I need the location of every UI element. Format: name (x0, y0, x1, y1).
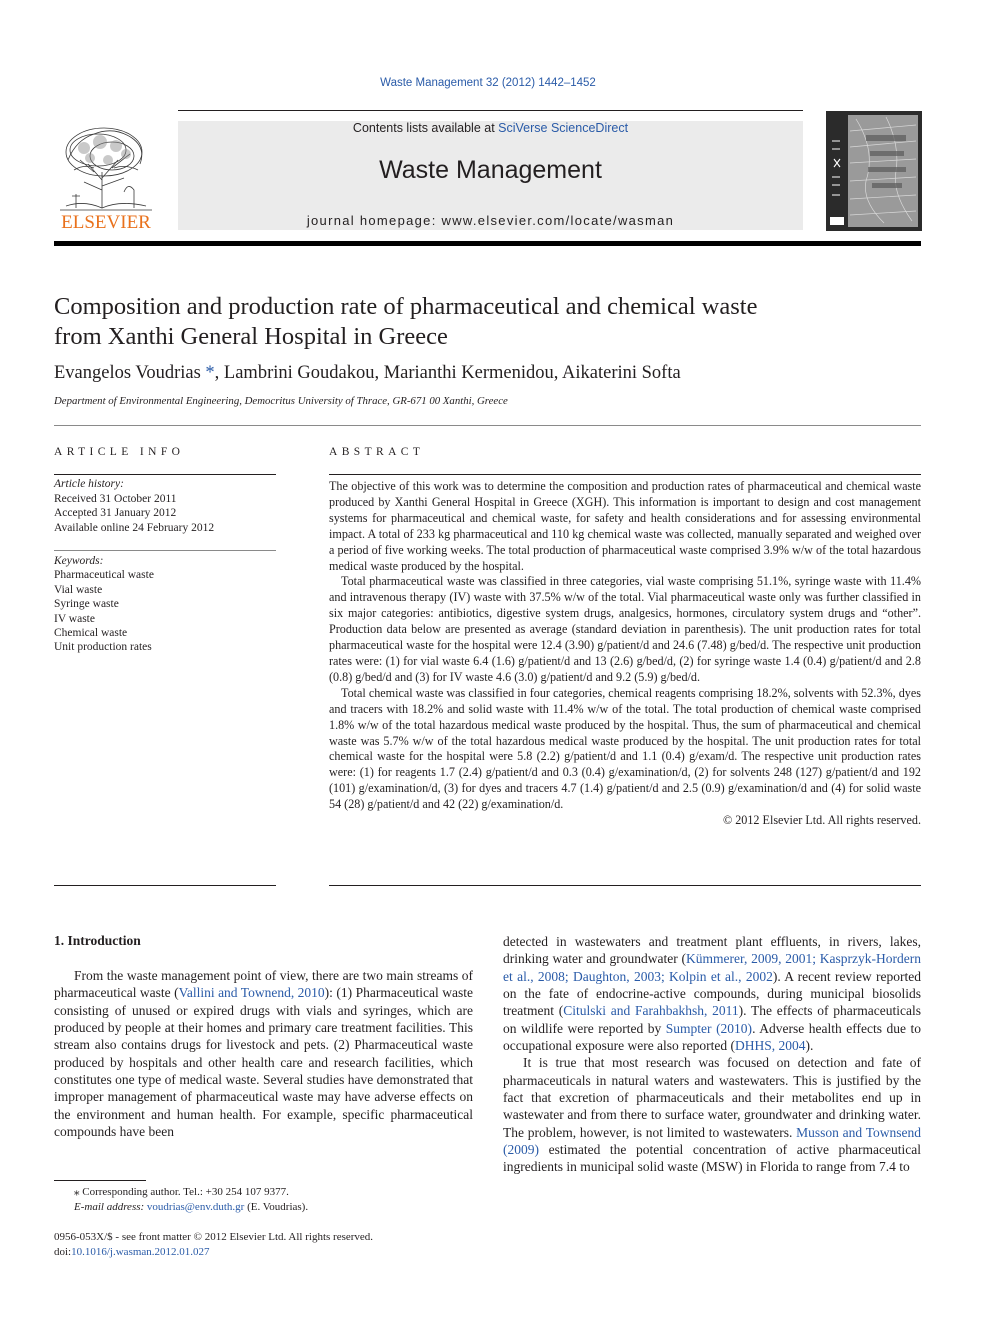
divider (329, 885, 921, 886)
history-item: Received 31 October 2011 (54, 492, 177, 505)
article-info-heading: ARTICLE INFO (54, 446, 185, 458)
body-text: ): (1) Pharmaceutical waste consisting of unused or expired drugs with vials and syringes, which are produced by people at their homes and primary care treatment facilities. This stream also contains drugs for livestock and pets. (2) Pharmaceutical waste produced by hospitals and other health care and research facilities, which constitutes one type of medical waste. Several studies have demonstrated that improper management of pharmaceutical waste may have adverse effects on the environment and human health. For example, specific pharmaceutical compounds have been (54, 985, 473, 1140)
body-paragraph (54, 967, 473, 1140)
keywords-label: Keywords: (54, 555, 104, 567)
doi-line (54, 1245, 554, 1260)
citation-link[interactable]: DHHS, 2004 (735, 1038, 806, 1054)
doi-link[interactable]: 10.1016/j.wasman.2012.01.027 (71, 1245, 210, 1258)
citation-link[interactable]: Musson and Townsend (2009) (503, 1124, 921, 1158)
journal-reference[interactable]: Waste Management 32 (2012) 1442–1452 (380, 77, 596, 89)
divider (54, 474, 276, 475)
citation-link[interactable]: Sumpter (2010) (665, 1020, 753, 1036)
body-text: It is true that most research was focused on detection and fate of pharmaceuticals in natural waters and wastewaters. This is justified by the fact that excretion of pharmaceuticals and their metabolites end up in wastewater and from there to surface water, groundwater and drinking water. The problem, however, is not limited to wastewaters. (503, 1055, 921, 1140)
footnote-rule (54, 1180, 146, 1181)
body-text: detected in wastewaters and treatment plant effluents, in rivers, lakes, drinking water and groundwater ( (503, 934, 921, 967)
footnote-email (54, 1200, 473, 1215)
body-text: estimated the potential concentration of active pharmaceutical ingredients in municipal solid waste (MSW) in Florida to range from 7.4 to (503, 1142, 921, 1175)
article-title-line: Composition and production rate of pharmaceutical and chemical waste (54, 293, 758, 320)
body-text: From the waste management point of view, there are two main streams of pharmaceutical waste ( (54, 968, 473, 1001)
divider (54, 885, 276, 886)
issn-line: 0956-053X/$ - see front matter © 2012 Elsevier Ltd. All rights reserved. (54, 1231, 374, 1243)
article-title-line: from Xanthi General Hospital in Greece (54, 322, 448, 350)
email-label: E-mail address: (74, 1200, 145, 1213)
citation-link[interactable]: Citulski and Farahbakhsh, 2011 (563, 1003, 739, 1019)
divider (54, 425, 921, 426)
author-name: Aikaterini Softa (562, 363, 681, 383)
front-matter (54, 1230, 554, 1259)
author-name: Lambrini Goudakou (223, 363, 375, 383)
history-item: Accepted 31 January 2012 (54, 507, 177, 519)
elsevier-wordmark: ELSEVIER (61, 212, 151, 232)
email-link[interactable]: voudrias@env.duth.gr (146, 1200, 245, 1213)
footnote-text: Corresponding author. Tel.: +30 254 107 9377. (82, 1186, 289, 1198)
copyright-notice: © 2012 Elsevier Ltd. All rights reserved. (722, 813, 921, 828)
keyword-item: Pharmaceutical waste (54, 569, 154, 582)
contents-line (178, 121, 803, 135)
abstract-paragraph: Total chemical waste was classified in four categories, chemical reagents comprising 18.2%, solvents with 52.3%, dyes and tracers with 18.2% and solid waste with 11.4% w/w of the total. The total production of chemical waste comprised 1.8% w/w of the total hazardous medical waste produced by the hospital. Thus, the sum of pharmaceutical and chemical waste was 5.7% w/w of the total hazardous medical waste produced by the hospital. The unit production rates for total chemical waste for the hospital were 5.8 (2.2) g/patient/d and 1.1 (0.4) g/exam/d. The respective unit production rates were: (1) for reagents 1.7 (2.4) g/patient/d and 0.3 (0.4) g/examination/d, (2) for solvents 248 (127) g/patient/d and 192 (101) g/examination/d, (3) for dyes and tracers 4.7 (1.4) g/patient/d and 2.5 (0.9) g/examination/d and (4) for solid waste 54 (28) g/patient/d and 42 (22) g/examination/d. (329, 685, 921, 812)
journal-cover-image (826, 111, 922, 231)
body-text: ). (805, 1038, 814, 1054)
keyword-item: Chemical waste (54, 627, 128, 640)
keyword-item: IV waste (54, 612, 95, 625)
homepage-link[interactable]: www.elsevier.com/locate/wasman (441, 213, 675, 228)
footnote (54, 1185, 473, 1214)
article-title (54, 292, 934, 351)
abstract-heading: ABSTRACT (329, 446, 425, 458)
abstract-paragraph: Total pharmaceutical waste was classified in three categories, vial waste comprising 51.1%, syringe waste with 11.4% and intravenous therapy (IV) waste with 37.5% w/w of the total. Vial pharmaceutical waste only was further classified in six major categories: antibiotics, digestive system drugs, analgesics, hormones, circulatory system drugs and “other”. Production data below are presented as average (standard deviation in parenthesis). The unit production rates for total pharmaceutical waste for the hospital were 12.4 (3.90) g/patient/d and 24.6 (7.48) g/bed/d. The respective unit production rates were: (1) for vial waste 6.4 (1.6) g/patient/d and 13 (2.6) g/bed/d, (2) for syringe waste 1.4 (0.4) g/patient/d and 2.8 (0.8) g/bed/d and (3) for IV waste 4.6 (3.0) g/patient/d and 9.2 (5.9) g/bed/d. (329, 574, 921, 684)
body-column-right (503, 933, 921, 1176)
body-text: ). A recent review reported on the fate of endocrine-active compounds, during municipal biosolids treatment ( (503, 968, 922, 1019)
footnote-mark: ⁎ (74, 1186, 80, 1198)
body-text: . Adverse health effects due to occupational exposure were also reported ( (503, 1020, 921, 1054)
body-paragraph (503, 1054, 921, 1175)
elsevier-tree-icon (54, 120, 158, 232)
body-column-left (54, 967, 473, 1140)
citation-link[interactable]: Vallini and Townend, 2010 (178, 985, 325, 1001)
homepage-prefix: journal homepage: (306, 213, 442, 228)
contents-prefix: Contents lists available at (352, 121, 499, 135)
journal-homepage (178, 213, 803, 228)
author-name: Marianthi Kermenidou (383, 363, 554, 383)
keyword-item: Syringe waste (54, 598, 119, 611)
abstract-paragraph: The objective of this work was to determine the composition and production rates of pharmaceutical and chemical waste produced by Xanthi General Hospital in Greece (XGH). This information is important to design and cost management systems for pharmaceutical and chemical waste, for safety and health considerations and for assessing environmental impact. A total of 233 kg pharmaceutical and 110 kg chemical waste was collected, manually separated and weighed over a period of five working weeks. The total production of pharmaceutical waste comprised 3.9% w/w of the total hazardous medical waste produced by the hospital. (329, 479, 921, 573)
body-text: ). The effects of pharmaceuticals on wildlife were reported by (503, 1003, 921, 1036)
divider (329, 474, 921, 475)
sciencedirect-link[interactable]: SciVerse ScienceDirect (498, 121, 629, 135)
section-heading: 1. Introduction (54, 933, 141, 948)
corresponding-author-mark[interactable]: * (200, 363, 215, 383)
article-history (54, 477, 276, 535)
history-label: Article history: (54, 478, 124, 490)
keywords (54, 554, 276, 655)
email-suffix: (E. Voudrias). (244, 1200, 309, 1213)
header-thick-rule (54, 241, 921, 246)
citation-link[interactable]: Kümmerer, 2009, 2001; Kasprzyk-Hordern et al., 2008; Daughton, 2003; Kolpin et al., 2002 (503, 951, 921, 984)
footnote-corresponding (54, 1185, 473, 1200)
journal-title: Waste Management (379, 156, 602, 184)
author-name: Evangelos Voudrias (54, 363, 201, 383)
body-paragraph (503, 933, 921, 1054)
author-list: Evangelos Voudrias *, Lambrini Goudakou, Marianthi Kermenidou, Aikaterini Softa (54, 363, 681, 383)
abstract-body (329, 479, 921, 829)
keyword-item: Vial waste (54, 583, 103, 596)
doi-prefix: doi: (54, 1245, 72, 1258)
affiliation: Department of Environmental Engineering, Democritus University of Thrace, GR-671 00 Xanthi, Greece (54, 395, 508, 407)
elsevier-logo (54, 120, 158, 232)
header-top-rule (178, 110, 803, 111)
divider (54, 550, 276, 551)
keyword-item: Unit production rates (54, 641, 152, 654)
history-item: Available online 24 February 2012 (54, 521, 215, 534)
